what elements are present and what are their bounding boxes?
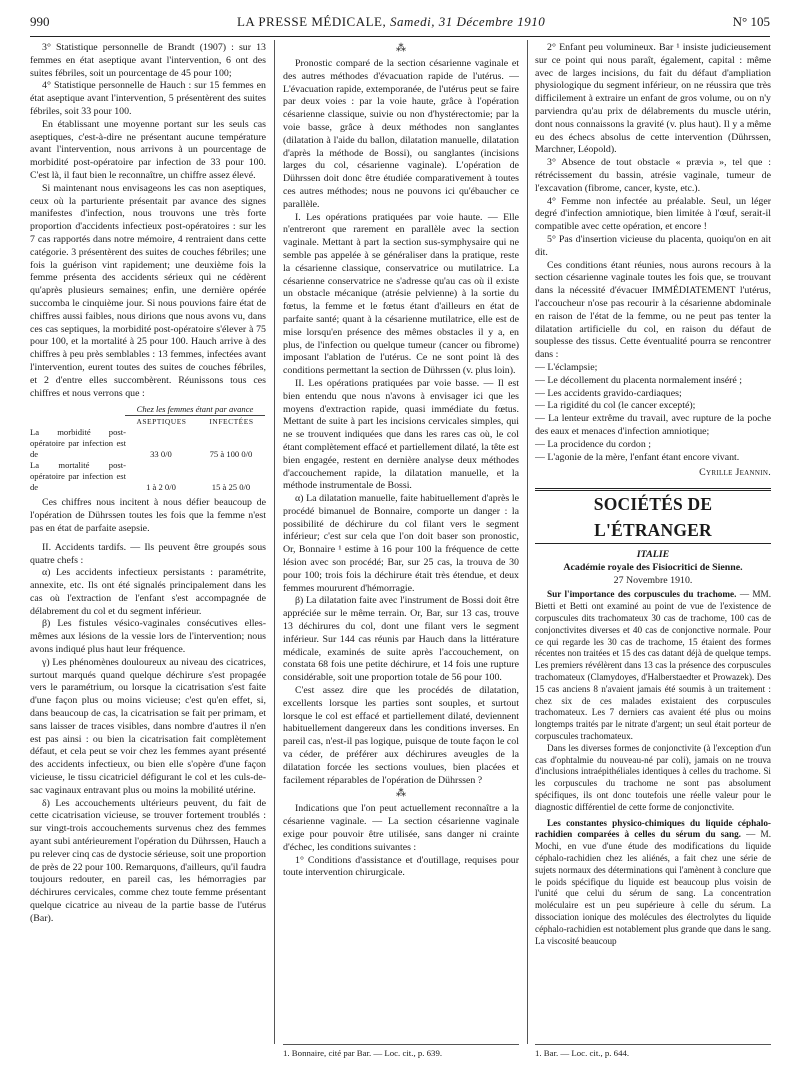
- table-cell: 15 à 25 0/0: [211, 482, 251, 493]
- page-number: 990: [30, 14, 50, 29]
- list-item: — L'agonie de la mère, l'enfant étant encore vivant.: [535, 451, 740, 463]
- issue-date: Samedi, 31 Décembre 1910: [389, 14, 546, 29]
- paragraph: 1° Conditions d'assistance et d'outillage, requises pour toute intervention chirurgicale.: [283, 854, 519, 879]
- list-item: — Le décollement du placenta normalement inséré ;: [535, 374, 743, 386]
- table-row-label: La morbidité post-opératoire par infection est de: [30, 427, 126, 460]
- table-cell: 75 à 100 0/0: [209, 449, 253, 460]
- paragraph: C'est assez dire que les procédés de dilatation, excellents lorsque les parties sont souples, et surtout lorsque le col est effacé et partiellement dilaté, deviennent habituellement dangereux dans les conditions inverses. En pareil cas, n'est-il pas logique, puisque de toute façon le col va céder, de préférer aux déchirures aveugles de la dilatation forcée les sections voulues, bien placées et facilement réparables de l'opération de Dührssen ?: [283, 685, 519, 786]
- paragraph: 3° Statistique personnelle de Brandt (1907) : sur 13 femmes en état aseptique avant l'intervention, 6 ont des suites fébriles, soit un pourcentage de 45 pour 100;: [30, 42, 266, 79]
- report-text: — MM. Bietti et Betti ont examiné au point de vue de l'existence de corpuscules dits trachomateux 30 cas de trachome, 100 cas de conjonctivites diverses et 40 cas de conjonctive normale. Pour ce qui regarde les 30 cas de trachome, 15 étaient des formes récentes non traitées et 15 des cas datant déjà de quelque temps. Les premiers révélèrent dans 13 cas la présence des corpuscules trachomateux (Clamydoyes, d'Halberstaedter et Prowazek). Des 15 cas anciens 8 n'avaient jamais été soumis à un traitement : chez six de ces malades existaient des corpuscules trachomateux. Les 7 derniers cas avaient été plus ou moins longtemps traités par le nitrate d'argent; un seul était porteur de corpuscules trachomateux.: [535, 589, 771, 742]
- paragraph: I. Les opérations pratiquées par voie haute. — Elle n'entreront que rarement en parallèle avec la section vaginale. Mettant à part la section sus-symphysaire qui ne semble pas appelée à se généraliser dans la pratique, reste la césarienne classique, conservatrice ou mutilatrice. La césarienne conservatrice ne s'adresse qu'au cas où il existe un obstacle mécanique (atrésie pelvienne) à la sortie du fœtus, la femme et le fœtus étant d'ailleurs en état de parfaite santé; quant à la césarienne mutilatrice, elle est de mise lorsqu'en présence des mêmes obstacles il y a, en plus, de l'infection ou quelque tumeur (cancer ou fibrome) imposant l'ablation de l'utérus. Ce ne sont point là des conditions permettant la section de Dührssen (v. plus loin).: [283, 211, 519, 377]
- table-row: [30, 427, 266, 460]
- section-title: SOCIÉTÉS DE L'ÉTRANGER: [535, 488, 771, 544]
- section-separator: ⁂: [396, 43, 406, 54]
- column-3: [535, 42, 771, 1042]
- paragraph: 2° Enfant peu volumineux. Bar ¹ insiste judicieusement sur ce point qui nous paraît, également, capital : même avec de larges incisions, du fait du défaut d'ampliation physiologique du segment inférieur, on ne réussira que très difficilement à extraire un enfant de gros volume, ou on n'y parviendra qu'au prix de délabrements du muscle utérin, dont nous connaissons la gravité (v. plus haut). Il y a même eu des échecs absolus de cette intervention (Dührssen, Marchner, Léopold).: [535, 42, 771, 156]
- report-paragraph: [535, 589, 771, 742]
- issue-number: N° 105: [732, 14, 770, 29]
- paragraph: Pronostic comparé de la section césarienne vaginale et des autres méthodes d'évacuation rapide de l'utérus. — L'évacuation rapide, extemporanée, de l'utérus peut se faire par deux voies : par la voie haute, grâce à l'opération césarienne classique, suivie ou non d'hystérectomie; par la voie basse, grâce à deux méthodes non sanglantes (dilatation à l'aide du ballon, dilatation manuelle, dilatation d'après la méthode de Bossi), ou sanglantes (incisions larges du col, césarienne vaginale). L'opération de Dührssen doit donc être étudiée comparativement à toutes ces autres méthodes; nous ne pouvons ici qu'ébaucher ce parallèle.: [283, 58, 519, 210]
- session-date: 27 Novembre 1910.: [613, 574, 693, 586]
- report-title: Les constantes physico-chimiques du liquide céphalo-rachidien comparées à celles du sérum du sang.: [535, 817, 771, 840]
- list-item: — La lenteur extrême du travail, avec rupture de la poche des eaux et menaces d'infection amniotique;: [535, 413, 771, 437]
- footnote: 1. Bar. — Loc. cit., p. 644.: [535, 1044, 771, 1059]
- table-row: [30, 460, 266, 493]
- paragraph: II. Accidents tardifs. — Ils peuvent être groupés sous quatre chefs :: [30, 541, 266, 566]
- table-row-label: La mortalité post-opératoire par infection est de: [30, 460, 126, 493]
- column-divider: [527, 40, 528, 1044]
- header-rule: [30, 36, 770, 37]
- list-item: — Les accidents gravido-cardiaques;: [535, 387, 682, 399]
- paragraph: β) La dilatation faite avec l'instrument de Bossi doit être appréciée sur le même terrain. Or, Bar, sur 13 cas, trouve 13 déchirures du col, dont une filant vers le segment inférieur. Sur 144 cas réunis par Hauch dans la littérature médicale, examinés de suite après l'accouchement, on constata 68 fois une petite déchirure, et 14 fois une rupture considérable, soit une proportion totale de 56 pour 100.: [283, 595, 519, 684]
- paragraph: γ) Les phénomènes douloureux au niveau des cicatrices, surtout marqués quand quelque déchirure s'est propagée vers le paramétrium, ou lorsque la cicatrisation s'est faite d'une façon plus ou moins vicieuse; c'est qu'en effet, si, dans beaucoup de cas, la cicatrisation se fait per primam, et sans laisser de traces visibles, dans nombre d'autres il n'en est pas ainsi : ou bien la cicatrisation fait complètement défaut, et cela peut se voir chez les femmes ayant présenté des accidents infectieux, ou bien elle s'opère d'une façon vicieuse, le tissu cicatriciel défigurant le col et les culs-de-sac vaginaux entravant plus ou moins la mobilité utérine.: [30, 656, 266, 796]
- statistics-table: [30, 404, 266, 493]
- table-header: [125, 416, 265, 427]
- report-paragraph: [535, 818, 771, 948]
- paragraph: α) La dilatation manuelle, faite habituellement d'après le procédé bimanuel de Bonnaire, comporte un danger : la possibilité de déchirure du col filant vers le segment inférieur; c'est sur cela que l'on doit baser son pronostic, Or, Bonnaire ¹ estime à 16 pour 100 la fréquence de cette lésion avec son procédé; Bar, sur 25 cas, la trouva de 30 pour 100; trois fois la déchirure était très étendue, et deux femmes moururent d'hémorragie.: [283, 493, 519, 594]
- table-col-infected: INFECTÉES: [209, 417, 254, 427]
- column-2: [283, 42, 519, 1042]
- list-item: — La rigidité du col (le cancer excepté);: [535, 400, 696, 412]
- table-caption: Chez les femmes étant par avance: [125, 404, 265, 416]
- paragraph: α) Les accidents infectieux persistants : paramétrite, annexite, etc. Ils ont été signalés principalement dans les cas où l'extraction de l'enfant s'est accompagnée de délabrement du col et du segment inférieur.: [30, 567, 266, 617]
- report-paragraph: Dans les diverses formes de conjonctivite (à l'exception d'un cas d'ophtalmie du nouveau-né par coli), jamais on ne trouva d'inclusions intraépithéliales identiques à celles du trachome. Si les corpuscules du trachome ne sont pas absolument spécifiques, ils ont donc toutefois une réelle valeur pour le diagnostic différentiel de cette forme de conjonctivite.: [535, 742, 771, 812]
- column-1: [30, 42, 266, 1042]
- report-title: Sur l'importance des corpuscules du trachome.: [547, 589, 737, 600]
- paragraph: En établissant une moyenne portant sur les seuls cas aseptiques, c'est-à-dire ne présentant aucune température avant l'intervention, nous arrivons à un pourcentage de morbidité post-opératoire par infection de 33 pour 100. C'est là, il faut bien le reconnaître, un chiffre assez élevé.: [30, 118, 266, 181]
- list-item: — L'éclampsie;: [535, 361, 598, 373]
- journal-name: LA PRESSE MÉDICALE,: [236, 14, 387, 29]
- list-item: — La procidence du cordon ;: [535, 438, 651, 450]
- country-heading: ITALIE: [636, 549, 670, 561]
- column-divider: [274, 40, 275, 1044]
- paragraph: Indications que l'on peut actuellement reconnaître a la césarienne vaginale. — La section césarienne vaginale exige pour pouvoir être utilisée, sans danger ni crainte d'échec, les conditions suivantes :: [283, 803, 519, 853]
- paragraph: 4° Femme non infectée au préalable. Seul, un léger degré d'infection amniotique, bien limitée à l'œuf, serait-il compatible avec cette opération, et encore !: [535, 195, 771, 233]
- paragraph: 5° Pas d'insertion vicieuse du placenta, quoiqu'on en ait dit.: [535, 233, 771, 258]
- paragraph: Ces conditions étant réunies, nous aurons recours à la section césarienne vaginale toutes les fois que, se trouvant dans la nécessité d'évacuer IMMÉDIATEMENT l'utérus, l'accoucheur n'ose pas recourir à la césarienne abdominale en raison de l'état de la femme, ou ne peut pas tenter la dilatation artificielle du col, en raison du défaut de souplesse des tissus. Cette éventualité pourra se rencontrer dans :: [535, 259, 771, 361]
- table-cell: 1 à 2 0/0: [146, 482, 176, 493]
- paragraph: Si maintenant nous envisageons les cas non aseptiques, ceux où la parturiente présentait par avance des signes manifestes d'infection, nous trouvons une très forte proportion d'accidents infectieux post-opératoires : sur les 7 cas rapportés dans notre mémoire, 4 rentraient dans cette catégorie. 3 présentèrent des suites de couches fébriles; une fois la guérison vint rapidement; une deuxième fois la femme présenta des accidents sérieux qui ne cédèrent qu'après plusieurs semaines; enfin, une dernière opérée succomba le cinquième jour. Si nous pouvions faire état de chiffres aussi faibles, nous dirions que nous avons vu, dans ces cas septiques, la morbidité post-opératoire s'élever à 75 pour 100, et la mortalité à 25 pour 100. Hauch arrive à des chiffres à peu près semblables : 13 femmes, infectées avant l'intervention, eurent toutes des suites de couches fébriles, et 2 d'entre elles succombèrent. Réunissons tous ces chiffres et nous verrons que :: [30, 182, 266, 399]
- paragraph: Ces chiffres nous incitent à nous défier beaucoup de l'opération de Dührssen toutes les fois que la femme n'est pas en état de parfaite asepsie.: [30, 497, 266, 534]
- paragraph: β) Les fistules vésico-vaginales consécutives elles-mêmes aux lésions de la vessie lors de l'intervention; nous avons indiqué plus haut leur fréquence.: [30, 618, 266, 656]
- journal-title: [237, 14, 545, 30]
- author-signature: Cyrille Jeannin.: [699, 467, 771, 479]
- paragraph: 4° Statistique personnelle de Hauch : sur 15 femmes en état aseptique avant l'intervention, 5 présentèrent des suites fébriles, soit 33 pour 100.: [30, 80, 266, 117]
- page-header: [30, 14, 770, 32]
- paragraph: δ) Les accouchements ultérieurs peuvent, du fait de cette cicatrisation vicieuse, se trouver fortement troublés : sur vingt-trois accouchements survenus chez des femmes ayant subi antérieurement l'opération du Dührssen, Hauch a pu relever cinq cas de dystocie sérieuse, soit une proportion de près de 22 pour 100. Remarquons, d'ailleurs, qu'il faudra toujours redouter, en pareil cas, les hémorragies par déchirures cervicales, comme chez toute femme présentant quelque cicatrice au niveau de la partie basse de l'utérus (Bar).: [30, 797, 266, 924]
- section-separator: ⁂: [396, 788, 406, 800]
- academy-heading: Académie royale des Fisiocritici de Sienne.: [563, 561, 743, 573]
- footnote: 1. Bonnaire, cité par Bar. — Loc. cit., p. 639.: [283, 1044, 519, 1059]
- paragraph: 3° Absence de tout obstacle « prævia », tel que : rétrécissement du bassin, atrésie vaginale, tumeur de l'excavation (fibrome, cancer, kyste, etc.).: [535, 157, 771, 194]
- table-cell: 33 0/0: [150, 449, 172, 460]
- paragraph: II. Les opérations pratiquées par voie basse. — Il est bien entendu que nous n'avons à envisager ici que les moyens d'extraction rapide, quasi immédiate du fœtus. Mettant de suite à part les incisions cervicales simples, qui ne se trouvent indiquées que dans les rares cas où, le col étant complètement effacé et partiellement dilaté, la tête est bien engagée, restent en dernière analyse deux méthodes d'accouchement rapide, la dilatation manuelle, et la méthode instrumentale de Bossi.: [283, 377, 519, 492]
- report-text: — M. Mochi, en vue d'une étude des modifications du liquide céphalo-rachidien chez les aliénés, a fait chez une série de sujets normaux des déterminations qui l'amènent à conclure que le poids spécifique du liquide est beaucoup plus voisin de l'unité que celui du sérum de sang. La concentration moléculaire est un peu supérieure à celle du sérum. La dissociation ionique des molécules des électrolytes du liquide céphalo-rachidien est notablement plus grande que dans le sang. La viscosité beaucoup: [535, 829, 771, 946]
- table-col-aseptic: ASEPTIQUES: [136, 417, 187, 427]
